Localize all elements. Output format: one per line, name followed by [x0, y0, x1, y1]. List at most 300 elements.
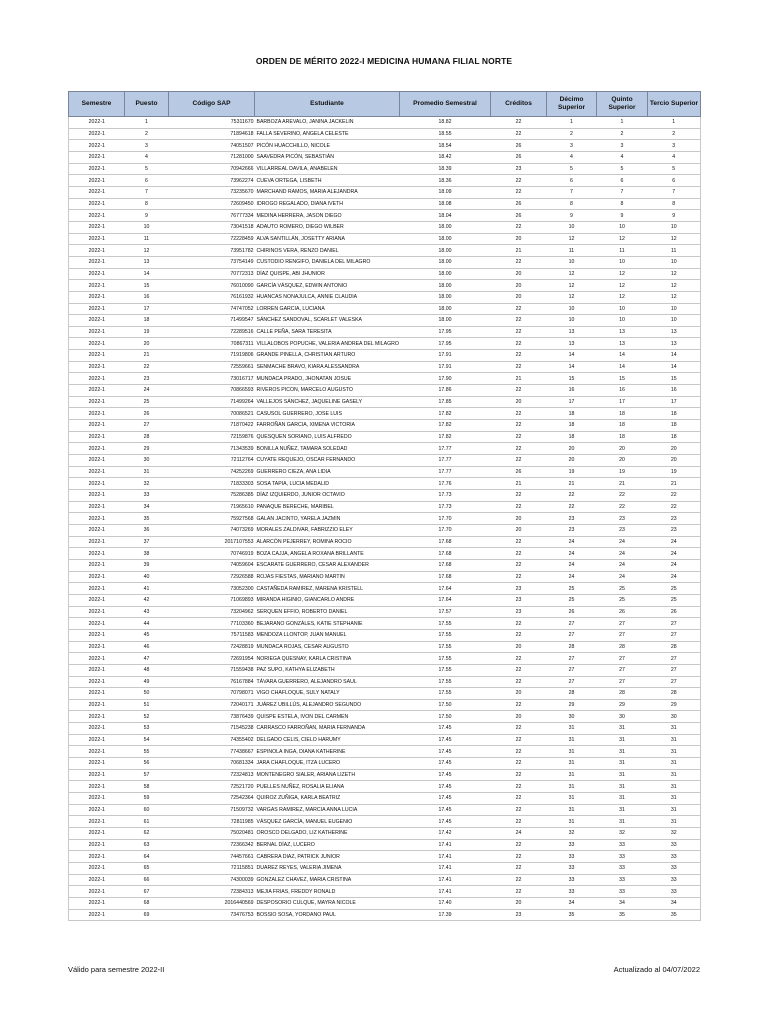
cell-quinto: 12 [597, 233, 648, 245]
cell-creditos: 22 [491, 769, 547, 781]
cell-tercio: 26 [648, 606, 701, 618]
cell-puesto: 47 [125, 653, 169, 665]
cell-creditos: 22 [491, 851, 547, 863]
table-row [69, 699, 701, 711]
cell-promedio: 17.45 [400, 723, 491, 735]
cell-decimo: 23 [547, 524, 597, 536]
cell-semestre: 2022-1 [69, 117, 125, 129]
cell-codigo-sap: 70772313 [169, 268, 255, 280]
cell-promedio: 18.00 [400, 315, 491, 327]
cell-quinto: 5 [597, 163, 648, 175]
cell-decimo: 20 [547, 455, 597, 467]
cell-estudiante: PANAQUE BERECHE, MARIBEL [255, 501, 400, 513]
cell-estudiante: BEJARANO GONZÁLES, KATIE STEPHANIE [255, 618, 400, 630]
cell-tercio: 8 [648, 198, 701, 210]
cell-puesto: 37 [125, 536, 169, 548]
cell-creditos: 20 [491, 291, 547, 303]
cell-tercio: 13 [648, 326, 701, 338]
cell-codigo-sap: 2017107553 [169, 536, 255, 548]
cell-promedio: 17.45 [400, 781, 491, 793]
cell-quinto: 12 [597, 280, 648, 292]
cell-quinto: 14 [597, 350, 648, 362]
cell-codigo-sap: 73235670 [169, 186, 255, 198]
cell-tercio: 23 [648, 524, 701, 536]
cell-decimo: 33 [547, 863, 597, 875]
cell-tercio: 22 [648, 501, 701, 513]
cell-semestre: 2022-1 [69, 513, 125, 525]
cell-estudiante: DUAREZ REYES, VALERIA JIMENA [255, 863, 400, 875]
cell-puesto: 36 [125, 524, 169, 536]
cell-tercio: 6 [648, 175, 701, 187]
cell-semestre: 2022-1 [69, 210, 125, 222]
cell-quinto: 22 [597, 490, 648, 502]
cell-semestre: 2022-1 [69, 151, 125, 163]
cell-semestre: 2022-1 [69, 816, 125, 828]
table-row [69, 303, 701, 315]
cell-quinto: 31 [597, 816, 648, 828]
cell-puesto: 58 [125, 781, 169, 793]
cell-semestre: 2022-1 [69, 315, 125, 327]
table-row [69, 828, 701, 840]
cell-decimo: 22 [547, 501, 597, 513]
cell-puesto: 20 [125, 338, 169, 350]
cell-codigo-sap: 72040171 [169, 699, 255, 711]
table-row [69, 863, 701, 875]
cell-tercio: 3 [648, 140, 701, 152]
cell-semestre: 2022-1 [69, 629, 125, 641]
cell-estudiante: GALAN JACINTO, YARELA JAZMIN [255, 513, 400, 525]
cell-codigo-sap: 73962274 [169, 175, 255, 187]
cell-semestre: 2022-1 [69, 536, 125, 548]
cell-decimo: 35 [547, 909, 597, 921]
cell-decimo: 31 [547, 746, 597, 758]
table-row [69, 221, 701, 233]
cell-quinto: 6 [597, 175, 648, 187]
cell-creditos: 22 [491, 455, 547, 467]
cell-puesto: 62 [125, 828, 169, 840]
cell-codigo-sap: 74355402 [169, 734, 255, 746]
cell-semestre: 2022-1 [69, 524, 125, 536]
cell-semestre: 2022-1 [69, 186, 125, 198]
cell-tercio: 16 [648, 385, 701, 397]
cell-quinto: 31 [597, 769, 648, 781]
table-row [69, 874, 701, 886]
cell-promedio: 18.55 [400, 128, 491, 140]
cell-decimo: 24 [547, 536, 597, 548]
cell-promedio: 17.77 [400, 466, 491, 478]
cell-promedio: 18.09 [400, 186, 491, 198]
cell-estudiante: IDROGO REGALADO, DIANA IVETH [255, 198, 400, 210]
cell-creditos: 22 [491, 490, 547, 502]
table-row [69, 606, 701, 618]
cell-puesto: 66 [125, 874, 169, 886]
cell-puesto: 57 [125, 769, 169, 781]
cell-puesto: 60 [125, 804, 169, 816]
cell-semestre: 2022-1 [69, 688, 125, 700]
cell-semestre: 2022-1 [69, 385, 125, 397]
cell-quinto: 13 [597, 338, 648, 350]
cell-estudiante: QUISPE ESTELA, IVON DEL CARMEN [255, 711, 400, 723]
cell-semestre: 2022-1 [69, 746, 125, 758]
cell-creditos: 22 [491, 571, 547, 583]
cell-creditos: 20 [491, 688, 547, 700]
cell-tercio: 33 [648, 874, 701, 886]
cell-puesto: 16 [125, 291, 169, 303]
cell-semestre: 2022-1 [69, 863, 125, 875]
cell-estudiante: CABRERA DIAZ, PATRICK JUNIOR [255, 851, 400, 863]
cell-creditos: 23 [491, 583, 547, 595]
cell-codigo-sap: 74059604 [169, 559, 255, 571]
table-row [69, 571, 701, 583]
cell-decimo: 10 [547, 315, 597, 327]
table-row [69, 804, 701, 816]
cell-promedio: 17.55 [400, 641, 491, 653]
cell-decimo: 32 [547, 828, 597, 840]
cell-decimo: 23 [547, 513, 597, 525]
cell-promedio: 17.45 [400, 734, 491, 746]
cell-quinto: 9 [597, 210, 648, 222]
cell-codigo-sap: 72159876 [169, 431, 255, 443]
cell-puesto: 49 [125, 676, 169, 688]
cell-tercio: 20 [648, 455, 701, 467]
cell-tercio: 10 [648, 315, 701, 327]
cell-quinto: 15 [597, 373, 648, 385]
cell-decimo: 11 [547, 245, 597, 257]
table-row [69, 769, 701, 781]
cell-codigo-sap: 72289516 [169, 326, 255, 338]
cell-semestre: 2022-1 [69, 606, 125, 618]
cell-quinto: 18 [597, 431, 648, 443]
cell-puesto: 32 [125, 478, 169, 490]
cell-estudiante: CASTAÑEDA RAMIREZ, MARENA KRISTELL [255, 583, 400, 595]
cell-promedio: 17.68 [400, 536, 491, 548]
cell-semestre: 2022-1 [69, 909, 125, 921]
cell-codigo-sap: 74252269 [169, 466, 255, 478]
cell-codigo-sap: 71545238 [169, 723, 255, 735]
cell-promedio: 18.54 [400, 140, 491, 152]
cell-codigo-sap: 73754149 [169, 256, 255, 268]
cell-estudiante: DESPOSORIO CULQUE, MAYRA NICOLE [255, 897, 400, 909]
cell-puesto: 35 [125, 513, 169, 525]
cell-codigo-sap: 70798071 [169, 688, 255, 700]
cell-puesto: 10 [125, 221, 169, 233]
cell-promedio: 18.36 [400, 175, 491, 187]
cell-decimo: 25 [547, 583, 597, 595]
cell-quinto: 23 [597, 524, 648, 536]
table-body [69, 117, 701, 921]
table-row [69, 723, 701, 735]
cell-semestre: 2022-1 [69, 245, 125, 257]
cell-estudiante: ALVA SANTILLÁN, JOSETTY ARIANA [255, 233, 400, 245]
cell-quinto: 31 [597, 746, 648, 758]
cell-estudiante: ROJAS FIESTAS, MARIANO MARTIN [255, 571, 400, 583]
cell-creditos: 22 [491, 221, 547, 233]
cell-promedio: 17.55 [400, 618, 491, 630]
cell-codigo-sap: 71870422 [169, 420, 255, 432]
table-row [69, 408, 701, 420]
cell-quinto: 35 [597, 909, 648, 921]
cell-decimo: 34 [547, 897, 597, 909]
cell-codigo-sap: 73041518 [169, 221, 255, 233]
cell-semestre: 2022-1 [69, 350, 125, 362]
table-row [69, 536, 701, 548]
cell-creditos: 22 [491, 175, 547, 187]
cell-tercio: 28 [648, 641, 701, 653]
cell-decimo: 31 [547, 781, 597, 793]
table-row [69, 490, 701, 502]
cell-puesto: 29 [125, 443, 169, 455]
cell-creditos: 22 [491, 863, 547, 875]
cell-semestre: 2022-1 [69, 478, 125, 490]
cell-tercio: 24 [648, 571, 701, 583]
cell-estudiante: CALLE PEÑA, SARA TERESITA [255, 326, 400, 338]
cell-semestre: 2022-1 [69, 408, 125, 420]
cell-decimo: 5 [547, 163, 597, 175]
cell-estudiante: VIGO CHAFLOQUE, SULY NATALY [255, 688, 400, 700]
cell-puesto: 8 [125, 198, 169, 210]
table-row [69, 396, 701, 408]
cell-tercio: 28 [648, 688, 701, 700]
table-row [69, 583, 701, 595]
cell-estudiante: SENMACHE BRAVO, KIARA ALESSANDRA [255, 361, 400, 373]
cell-creditos: 22 [491, 629, 547, 641]
cell-promedio: 18.04 [400, 210, 491, 222]
cell-decimo: 24 [547, 571, 597, 583]
cell-semestre: 2022-1 [69, 291, 125, 303]
cell-semestre: 2022-1 [69, 326, 125, 338]
cell-puesto: 3 [125, 140, 169, 152]
cell-semestre: 2022-1 [69, 583, 125, 595]
cell-decimo: 33 [547, 874, 597, 886]
cell-creditos: 22 [491, 315, 547, 327]
cell-promedio: 17.64 [400, 594, 491, 606]
header-tercio-superior: Tercio Superior [648, 92, 701, 117]
cell-tercio: 11 [648, 245, 701, 257]
cell-estudiante: MORALES ZALDIVAR, FABRIZZIO ELEY [255, 524, 400, 536]
cell-tercio: 24 [648, 548, 701, 560]
cell-promedio: 17.73 [400, 490, 491, 502]
cell-quinto: 13 [597, 326, 648, 338]
cell-creditos: 20 [491, 280, 547, 292]
cell-puesto: 22 [125, 361, 169, 373]
footer-validity: Válido para semestre 2022-II [68, 965, 165, 974]
table-row [69, 513, 701, 525]
cell-estudiante: MENDOZA LLONTOP, JUAN MANUEL [255, 629, 400, 641]
cell-semestre: 2022-1 [69, 373, 125, 385]
cell-estudiante: MUNDACA ROJAS, CESAR AUGUSTO [255, 641, 400, 653]
cell-decimo: 28 [547, 688, 597, 700]
cell-puesto: 24 [125, 385, 169, 397]
cell-tercio: 24 [648, 559, 701, 571]
table-row [69, 128, 701, 140]
cell-codigo-sap: 71499547 [169, 315, 255, 327]
cell-semestre: 2022-1 [69, 268, 125, 280]
cell-decimo: 6 [547, 175, 597, 187]
cell-promedio: 17.50 [400, 711, 491, 723]
cell-codigo-sap: 72811985 [169, 816, 255, 828]
cell-semestre: 2022-1 [69, 140, 125, 152]
cell-tercio: 17 [648, 396, 701, 408]
cell-decimo: 1 [547, 117, 597, 129]
cell-estudiante: FALLA SEVERINO, ANGELA CELESTE [255, 128, 400, 140]
cell-puesto: 52 [125, 711, 169, 723]
cell-promedio: 18.08 [400, 198, 491, 210]
cell-quinto: 31 [597, 758, 648, 770]
cell-tercio: 27 [648, 676, 701, 688]
cell-semestre: 2022-1 [69, 256, 125, 268]
cell-codigo-sap: 76167884 [169, 676, 255, 688]
cell-puesto: 1 [125, 117, 169, 129]
cell-quinto: 2 [597, 128, 648, 140]
header-semestre: Semestre [69, 92, 125, 117]
cell-estudiante: BERNAL DÍAZ, LUCERO [255, 839, 400, 851]
cell-estudiante: QUESQUEN SORIANO, LUIS ALFREDO [255, 431, 400, 443]
cell-promedio: 17.70 [400, 513, 491, 525]
cell-puesto: 54 [125, 734, 169, 746]
cell-decimo: 31 [547, 723, 597, 735]
table-row [69, 385, 701, 397]
cell-creditos: 23 [491, 606, 547, 618]
cell-puesto: 12 [125, 245, 169, 257]
cell-tercio: 10 [648, 256, 701, 268]
cell-estudiante: HUANCAS NONAJULCA, ANNIE CLAUDIA [255, 291, 400, 303]
cell-quinto: 31 [597, 804, 648, 816]
header-puesto: Puesto [125, 92, 169, 117]
cell-promedio: 17.68 [400, 548, 491, 560]
cell-quinto: 12 [597, 268, 648, 280]
cell-puesto: 28 [125, 431, 169, 443]
table-header-row [69, 92, 701, 117]
cell-estudiante: GUERRERO CIEZA, ANA LIDIA [255, 466, 400, 478]
cell-decimo: 8 [547, 198, 597, 210]
cell-tercio: 29 [648, 699, 701, 711]
cell-tercio: 18 [648, 408, 701, 420]
cell-puesto: 14 [125, 268, 169, 280]
cell-quinto: 23 [597, 513, 648, 525]
cell-semestre: 2022-1 [69, 874, 125, 886]
cell-estudiante: PUELLES NUÑEZ, ROSALIA ELIANA [255, 781, 400, 793]
cell-tercio: 10 [648, 303, 701, 315]
cell-codigo-sap: 73476753 [169, 909, 255, 921]
cell-semestre: 2022-1 [69, 641, 125, 653]
cell-decimo: 19 [547, 466, 597, 478]
cell-estudiante: PAZ SUPO, KATHYA ELIZABETH [255, 664, 400, 676]
cell-puesto: 18 [125, 315, 169, 327]
table-row [69, 175, 701, 187]
table-row [69, 245, 701, 257]
cell-quinto: 27 [597, 618, 648, 630]
cell-creditos: 20 [491, 396, 547, 408]
cell-creditos: 22 [491, 536, 547, 548]
table-row [69, 163, 701, 175]
cell-codigo-sap: 70867311 [169, 338, 255, 350]
cell-semestre: 2022-1 [69, 758, 125, 770]
cell-tercio: 10 [648, 221, 701, 233]
cell-decimo: 16 [547, 385, 597, 397]
cell-promedio: 18.39 [400, 163, 491, 175]
cell-quinto: 19 [597, 466, 648, 478]
cell-creditos: 22 [491, 804, 547, 816]
cell-quinto: 26 [597, 606, 648, 618]
cell-promedio: 17.55 [400, 688, 491, 700]
cell-puesto: 56 [125, 758, 169, 770]
cell-codigo-sap: 72228459 [169, 233, 255, 245]
cell-estudiante: CUEVA ORTEGA, LISBETH [255, 175, 400, 187]
cell-creditos: 22 [491, 361, 547, 373]
cell-quinto: 10 [597, 315, 648, 327]
cell-creditos: 22 [491, 874, 547, 886]
cell-quinto: 25 [597, 594, 648, 606]
cell-creditos: 22 [491, 128, 547, 140]
cell-estudiante: CARRASCO FARROÑAN, MARIA FERNANDA [255, 723, 400, 735]
cell-puesto: 2 [125, 128, 169, 140]
cell-tercio: 33 [648, 863, 701, 875]
cell-decimo: 31 [547, 758, 597, 770]
cell-quinto: 14 [597, 361, 648, 373]
cell-decimo: 28 [547, 641, 597, 653]
table-row [69, 268, 701, 280]
cell-creditos: 26 [491, 198, 547, 210]
cell-tercio: 14 [648, 361, 701, 373]
cell-decimo: 12 [547, 280, 597, 292]
cell-tercio: 31 [648, 781, 701, 793]
cell-promedio: 17.39 [400, 909, 491, 921]
cell-quinto: 10 [597, 256, 648, 268]
cell-semestre: 2022-1 [69, 793, 125, 805]
cell-promedio: 17.64 [400, 583, 491, 595]
cell-promedio: 17.41 [400, 851, 491, 863]
cell-puesto: 65 [125, 863, 169, 875]
cell-promedio: 17.82 [400, 431, 491, 443]
cell-estudiante: MEDINA HERRERA, JASON DIEGO [255, 210, 400, 222]
cell-codigo-sap: 72691954 [169, 653, 255, 665]
cell-tercio: 21 [648, 478, 701, 490]
cell-puesto: 43 [125, 606, 169, 618]
cell-codigo-sap: 74300039 [169, 874, 255, 886]
cell-decimo: 29 [547, 699, 597, 711]
cell-codigo-sap: 72926588 [169, 571, 255, 583]
table-row [69, 233, 701, 245]
cell-puesto: 59 [125, 793, 169, 805]
cell-quinto: 33 [597, 851, 648, 863]
cell-puesto: 6 [125, 175, 169, 187]
cell-decimo: 33 [547, 839, 597, 851]
cell-estudiante: DÍAZ QUISPE, ABI JHUNIOR [255, 268, 400, 280]
cell-estudiante: ESCARATE GUERRERO, CESAR ALEXANDER [255, 559, 400, 571]
cell-semestre: 2022-1 [69, 886, 125, 898]
cell-codigo-sap: 72542364 [169, 793, 255, 805]
cell-creditos: 22 [491, 664, 547, 676]
cell-decimo: 17 [547, 396, 597, 408]
table-row [69, 280, 701, 292]
cell-quinto: 34 [597, 897, 648, 909]
cell-creditos: 22 [491, 186, 547, 198]
cell-estudiante: DELGADO CELIS, CIELO HARUMY [255, 734, 400, 746]
cell-semestre: 2022-1 [69, 699, 125, 711]
cell-puesto: 55 [125, 746, 169, 758]
cell-codigo-sap: 72112764 [169, 455, 255, 467]
table-row [69, 793, 701, 805]
cell-semestre: 2022-1 [69, 501, 125, 513]
table-row [69, 629, 701, 641]
table-row [69, 140, 701, 152]
cell-estudiante: CUSTODIO RENGIFO, DANIELA DEL MILAGRO [255, 256, 400, 268]
cell-quinto: 17 [597, 396, 648, 408]
table-row [69, 291, 701, 303]
cell-quinto: 25 [597, 583, 648, 595]
table-row [69, 734, 701, 746]
cell-puesto: 7 [125, 186, 169, 198]
